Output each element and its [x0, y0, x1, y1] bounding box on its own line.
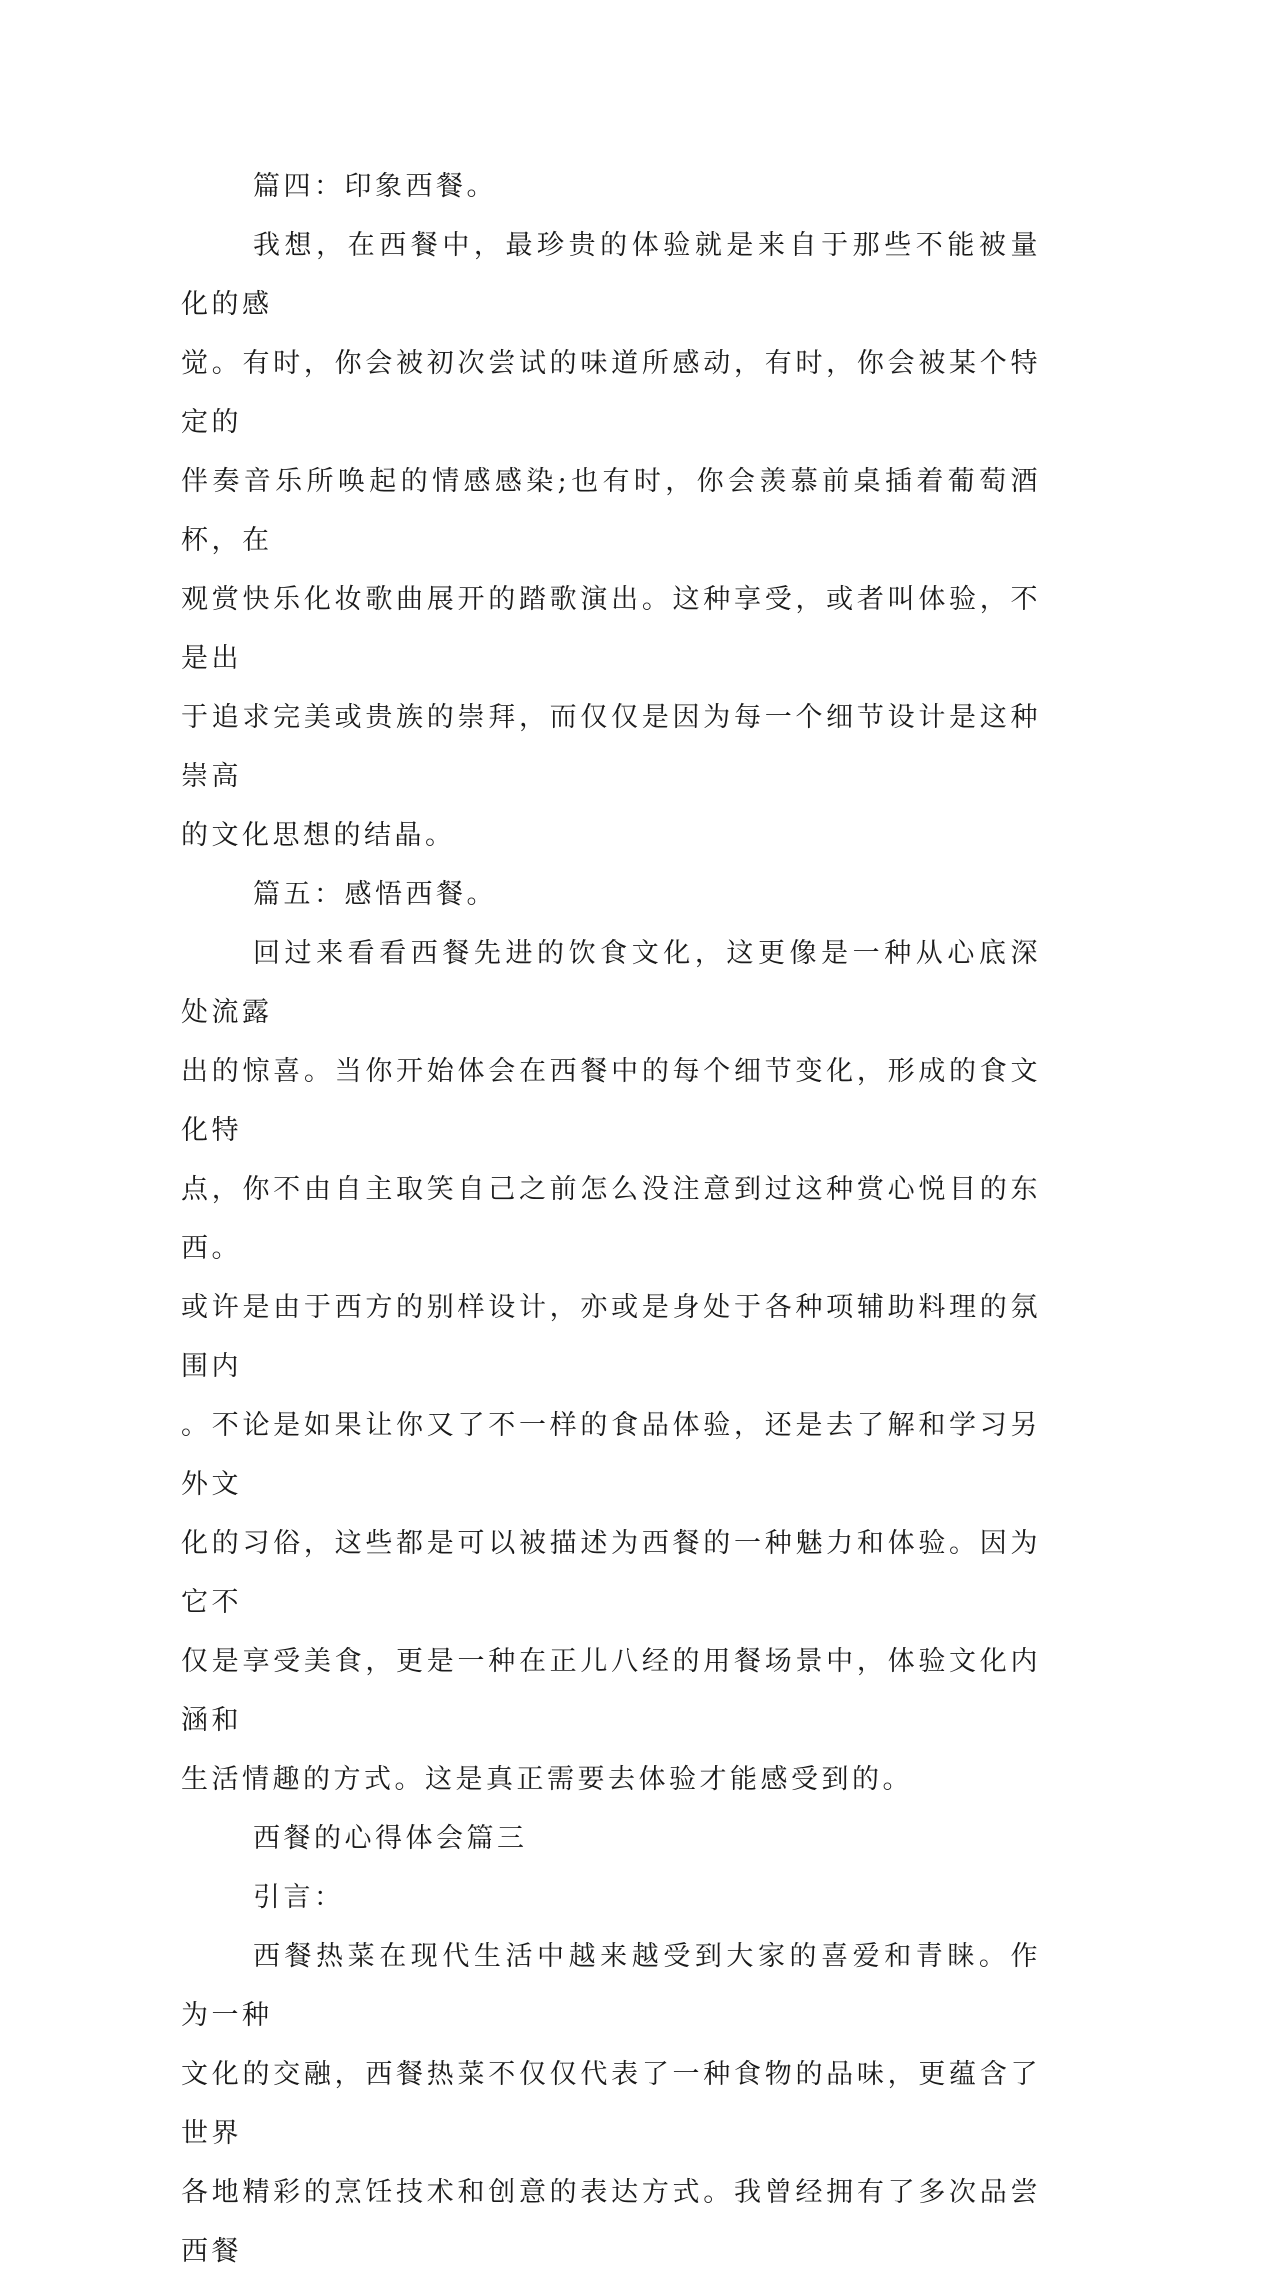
- paragraph-line: 伴奏音乐所唤起的情感感染;也有时，你会羡慕前桌插着葡萄酒杯，在: [181, 466, 1041, 556]
- section-heading-text: 引言：: [253, 1882, 345, 1913]
- paragraph-line: 生活情趣的方式。这是真正需要去体验才能感受到的。: [181, 1764, 913, 1795]
- section-heading-text: 西餐的心得体会篇三: [253, 1823, 528, 1854]
- paragraph-line: 仅是享受美食，更是一种在正儿八经的用餐场景中，体验文化内涵和: [181, 1646, 1041, 1736]
- paragraph-line: 觉。有时，你会被初次尝试的味道所感动，有时，你会被某个特定的: [181, 348, 1041, 438]
- paragraph-line: 各地精彩的烹饪技术和创意的表达方式。我曾经拥有了多次品尝西餐: [181, 2177, 1041, 2267]
- paragraph-line: 化的习俗，这些都是可以被描述为西餐的一种魅力和体验。因为它不: [181, 1528, 1041, 1618]
- section-heading-5: [181, 865, 1041, 924]
- paragraph-line: 回过来看看西餐先进的饮食文化，这更像是一种从心底深处流露: [181, 938, 1041, 1028]
- paragraph-line: 点，你不由自主取笑自己之前怎么没注意到过这种赏心悦目的东西。: [181, 1174, 1041, 1264]
- document-body: [181, 157, 1041, 2281]
- paragraph-line: 出的惊喜。当你开始体会在西餐中的每个细节变化，形成的食文化特: [181, 1056, 1041, 1146]
- paragraph: [181, 216, 1041, 865]
- section-heading-text: 篇五：感悟西餐。: [253, 879, 497, 910]
- paragraph-line: 文化的交融，西餐热菜不仅仅代表了一种食物的品味，更蕴含了世界: [181, 2059, 1041, 2149]
- paragraph-line: 我想，在西餐中，最珍贵的体验就是来自于那些不能被量化的感: [181, 230, 1041, 320]
- section-heading-4: [181, 157, 1041, 216]
- paragraph: [181, 924, 1041, 1809]
- paragraph: [181, 1927, 1041, 2281]
- paragraph-line: 西餐热菜在现代生活中越来越受到大家的喜爱和青睐。作为一种: [181, 1941, 1041, 2031]
- paragraph-line: 于追求完美或贵族的崇拜，而仅仅是因为每一个细节设计是这种崇高: [181, 702, 1041, 792]
- paragraph-line: 观赏快乐化妆歌曲展开的踏歌演出。这种享受，或者叫体验，不是出: [181, 584, 1041, 674]
- paragraph-line: 的文化思想的结晶。: [181, 820, 456, 851]
- section-heading-part3: [181, 1809, 1041, 1868]
- paragraph-line: 。不论是如果让你又了不一样的食品体验，还是去了解和学习另外文: [181, 1410, 1041, 1500]
- paragraph-line: 或许是由于西方的别样设计，亦或是身处于各种项辅助料理的氛围内: [181, 1292, 1041, 1382]
- section-heading-text: 篇四：印象西餐。: [253, 171, 497, 202]
- intro-heading: [181, 1868, 1041, 1927]
